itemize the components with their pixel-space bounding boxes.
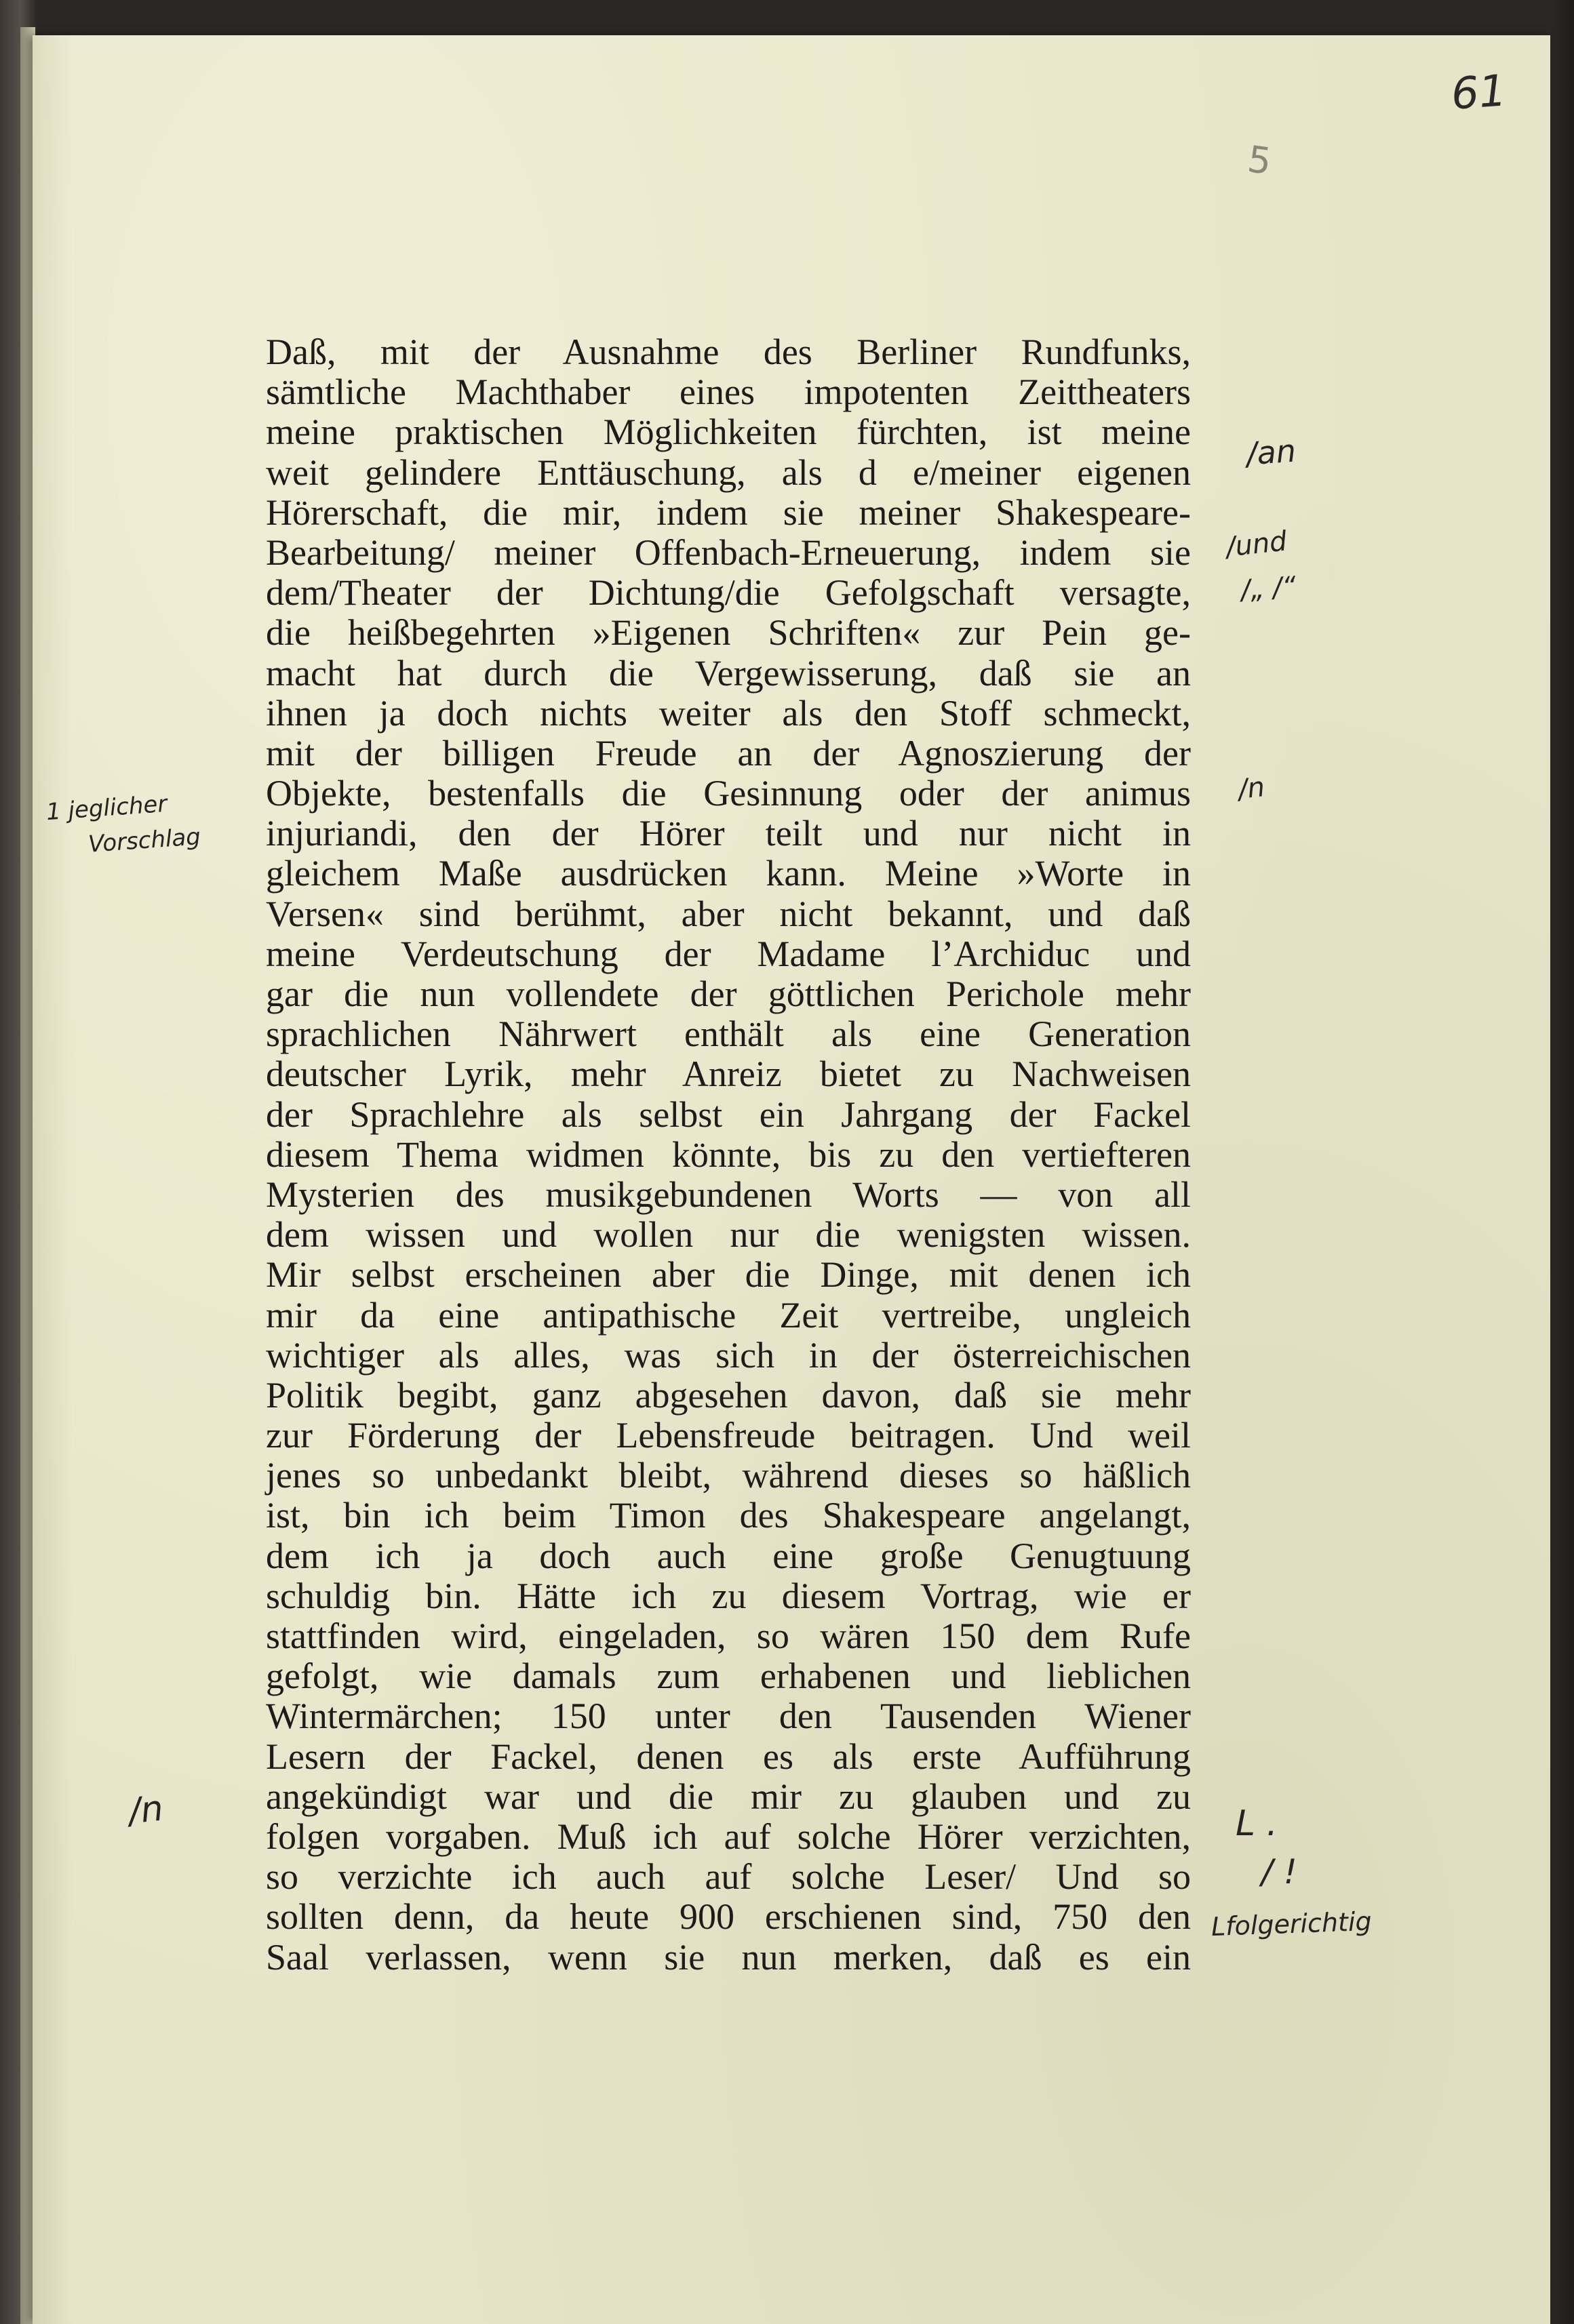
text-line: Mysterien des musikgebundenen Worts — von all xyxy=(266,1174,1191,1215)
margin-note-right-line39: / ! xyxy=(1261,1852,1297,1891)
text-line: so verzichte ich auch auf solche Leser/ Und so xyxy=(266,1856,1191,1898)
text-line: injuriandi, den der Hörer teilt und nur nicht in xyxy=(266,813,1191,854)
text-line: Bearbeitung/ meiner Offenbach-Erneuerung, indem sie xyxy=(266,532,1191,573)
text-line: Hörerschaft, die mir, indem sie meiner Shakespeare- xyxy=(266,492,1191,533)
text-line: sollten denn, da heute 900 erschienen sind, 750 den xyxy=(266,1896,1191,1938)
text-line: dem ich ja doch auch eine große Genugtuung xyxy=(266,1535,1191,1576)
text-line: wichtiger als alles, was sich in der österreichischen xyxy=(266,1334,1191,1376)
text-line: Daß, mit der Ausnahme des Berliner Rundfunks, xyxy=(266,332,1191,372)
text-line: der Sprachlehre als selbst ein Jahrgang der Fackel xyxy=(266,1094,1191,1135)
margin-note-right-line40: Lfolgerichtig xyxy=(1211,1906,1373,1942)
text-line: zur Förderung der Lebensfreude beitragen. Und weil xyxy=(266,1415,1191,1456)
text-line: dem wissen und wollen nur die wenigsten wissen. xyxy=(266,1214,1191,1256)
margin-note-left-line37: /n xyxy=(127,1788,165,1832)
text-line: gar die nun vollendete der göttlichen Perichole mehr xyxy=(266,974,1191,1014)
body-text xyxy=(266,332,1191,1978)
text-line: die heißbegehrten »Eigenen Schriften« zur Pein ge- xyxy=(266,612,1191,654)
text-line: schuldig bin. Hätte ich zu diesem Vortrag, wie er xyxy=(266,1575,1191,1616)
text-line: Saal verlassen, wenn sie nun merken, daß es ein xyxy=(266,1936,1191,1978)
text-line: ihnen ja doch nichts weiter als den Stoff schmeckt, xyxy=(266,692,1191,734)
margin-note-right-line4: /an xyxy=(1245,432,1297,473)
text-line: angekündigt war und die mir zu glauben und zu xyxy=(266,1776,1191,1817)
text-line: Objekte, bestenfalls die Gesinnung oder der animus xyxy=(266,773,1191,814)
text-line: macht hat durch die Vergewisserung, daß sie an xyxy=(266,652,1191,694)
margin-note-right-line38: L . xyxy=(1236,1803,1278,1844)
text-line: meine praktischen Möglichkeiten fürchten, ist meine xyxy=(266,412,1191,453)
text-line: sämtliche Machthaber eines impotenten Zeittheaters xyxy=(266,372,1191,413)
text-line: Versen« sind berühmt, aber nicht bekannt, und daß xyxy=(266,893,1191,934)
margin-note-right-line7: /„ /“ xyxy=(1240,571,1297,606)
page-number: 61 xyxy=(1449,66,1508,120)
text-line: folgen vorgaben. Muß ich auf solche Hörer verzichten, xyxy=(266,1816,1191,1857)
text-line: sprachlichen Nährwert enthält als eine Generation xyxy=(266,1014,1191,1055)
text-line: weit gelindere Enttäuschung, als d e/meiner eigenen xyxy=(266,452,1191,493)
text-line: Mir selbst erscheinen aber die Dinge, mit denen ich xyxy=(266,1254,1191,1296)
text-line: Lesern der Fackel, denen es als erste Aufführung xyxy=(266,1736,1191,1777)
text-line: mit der billigen Freude an der Agnoszierung der xyxy=(266,732,1191,774)
text-line: meine Verdeutschung der Madame l’Archiduc und xyxy=(266,933,1191,974)
text-line: Politik begibt, ganz abgesehen davon, daß sie mehr xyxy=(266,1374,1191,1416)
margin-note-left-line12: 1 jeglicher xyxy=(45,790,168,826)
text-line: gefolgt, wie damals zum erhabenen und lieblichen xyxy=(266,1656,1191,1697)
text-line: dem/Theater der Dichtung/die Gefolgschaft versagte, xyxy=(266,572,1191,614)
pencil-mark: 5 xyxy=(1244,137,1274,184)
text-line: diesem Thema widmen könnte, bis zu den vertiefteren xyxy=(266,1134,1191,1175)
text-line: stattfinden wird, eingeladen, so wären 150 dem Rufe xyxy=(266,1616,1191,1656)
margin-note-right-line6: /und xyxy=(1224,525,1288,563)
text-line: jenes so unbedankt bleibt, während dieses so häßlich xyxy=(266,1455,1191,1496)
margin-note-right-line12: /n xyxy=(1236,772,1267,805)
text-line: mir da eine antipathische Zeit vertreibe, ungleich xyxy=(266,1294,1191,1336)
text-line: ist, bin ich beim Timon des Shakespeare angelangt, xyxy=(266,1495,1191,1536)
margin-note-left-line13: Vorschlag xyxy=(87,823,202,858)
text-line: gleichem Maße ausdrücken kann. Meine »Worte in xyxy=(266,853,1191,894)
text-line: Wintermärchen; 150 unter den Tausenden Wiener xyxy=(266,1696,1191,1737)
text-line: deutscher Lyrik, mehr Anreiz bietet zu Nachweisen xyxy=(266,1054,1191,1095)
